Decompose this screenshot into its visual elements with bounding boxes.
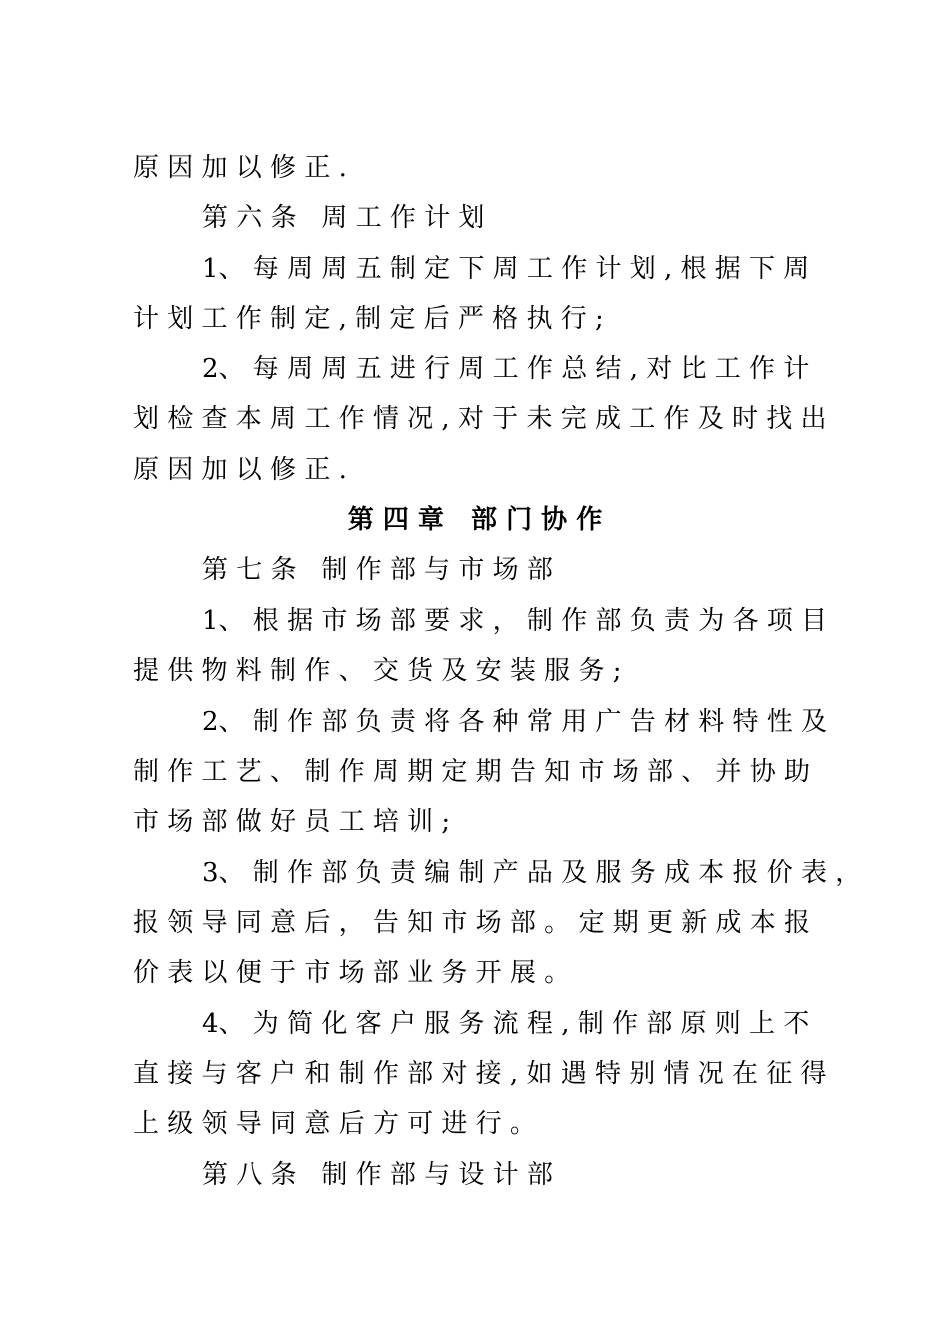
paragraph-line: 原 因 加 以 修 正 .	[133, 153, 347, 183]
paragraph-line: 制 作 工 艺 、 制 作 周 期 定 期 告 知 市 场 部 、 并 协 助	[133, 757, 811, 787]
paragraph-line: 计 划 工 作 制 定 , 制 定 后 严 格 执 行 ;	[133, 304, 604, 334]
paragraph-line: 提 供 物 料 制 作 、 交 货 及 安 装 服 务 ;	[133, 656, 622, 686]
paragraph-line: 3、 制 作 部 负 责 编 制 产 品 及 服 务 成 本 报 价 表 ，	[202, 858, 862, 888]
article-heading: 第 八 条 制 作 部 与 设 计 部	[202, 1160, 553, 1190]
paragraph-line: 原 因 加 以 修 正 .	[133, 455, 347, 485]
paragraph-line: 市 场 部 做 好 员 工 培 训 ;	[133, 807, 451, 837]
paragraph-line: 报 领 导 同 意 后 ， 告 知 市 场 部 。 定 期 更 新 成 本 报	[133, 908, 811, 938]
paragraph-line: 划 检 查 本 周 工 作 情 况 , 对 于 未 完 成 工 作 及 时 找 出	[133, 404, 827, 434]
paragraph-line: 直 接 与 客 户 和 制 作 部 对 接 , 如 遇 特 别 情 况 在 征 得	[133, 1059, 827, 1089]
paragraph-line: 上 级 领 导 同 意 后 方 可 进 行 。	[133, 1109, 536, 1139]
paragraph-line: 2、 制 作 部 负 责 将 各 种 常 用 广 告 材 料 特 性 及	[202, 707, 828, 737]
article-heading: 第 七 条 制 作 部 与 市 场 部	[202, 555, 553, 585]
article-heading: 第 六 条 周 工 作 计 划	[202, 203, 485, 233]
paragraph-line: 1、 每 周 周 五 制 定 下 周 工 作 计 划 , 根 据 下 周	[202, 254, 810, 284]
chapter-heading: 第 四 章 部 门 协 作	[347, 505, 603, 535]
paragraph-line: 1、 根 据 市 场 部 要 求 ， 制 作 部 负 责 为 各 项 目	[202, 606, 828, 636]
paragraph-line: 4、 为 简 化 客 户 服 务 流 程 , 制 作 部 原 则 上 不	[202, 1009, 810, 1039]
paragraph-line: 价 表 以 便 于 市 场 部 业 务 开 展 。	[133, 958, 571, 988]
paragraph-line: 2、 每 周 周 五 进 行 周 工 作 总 结 , 对 比 工 作 计	[202, 354, 810, 384]
